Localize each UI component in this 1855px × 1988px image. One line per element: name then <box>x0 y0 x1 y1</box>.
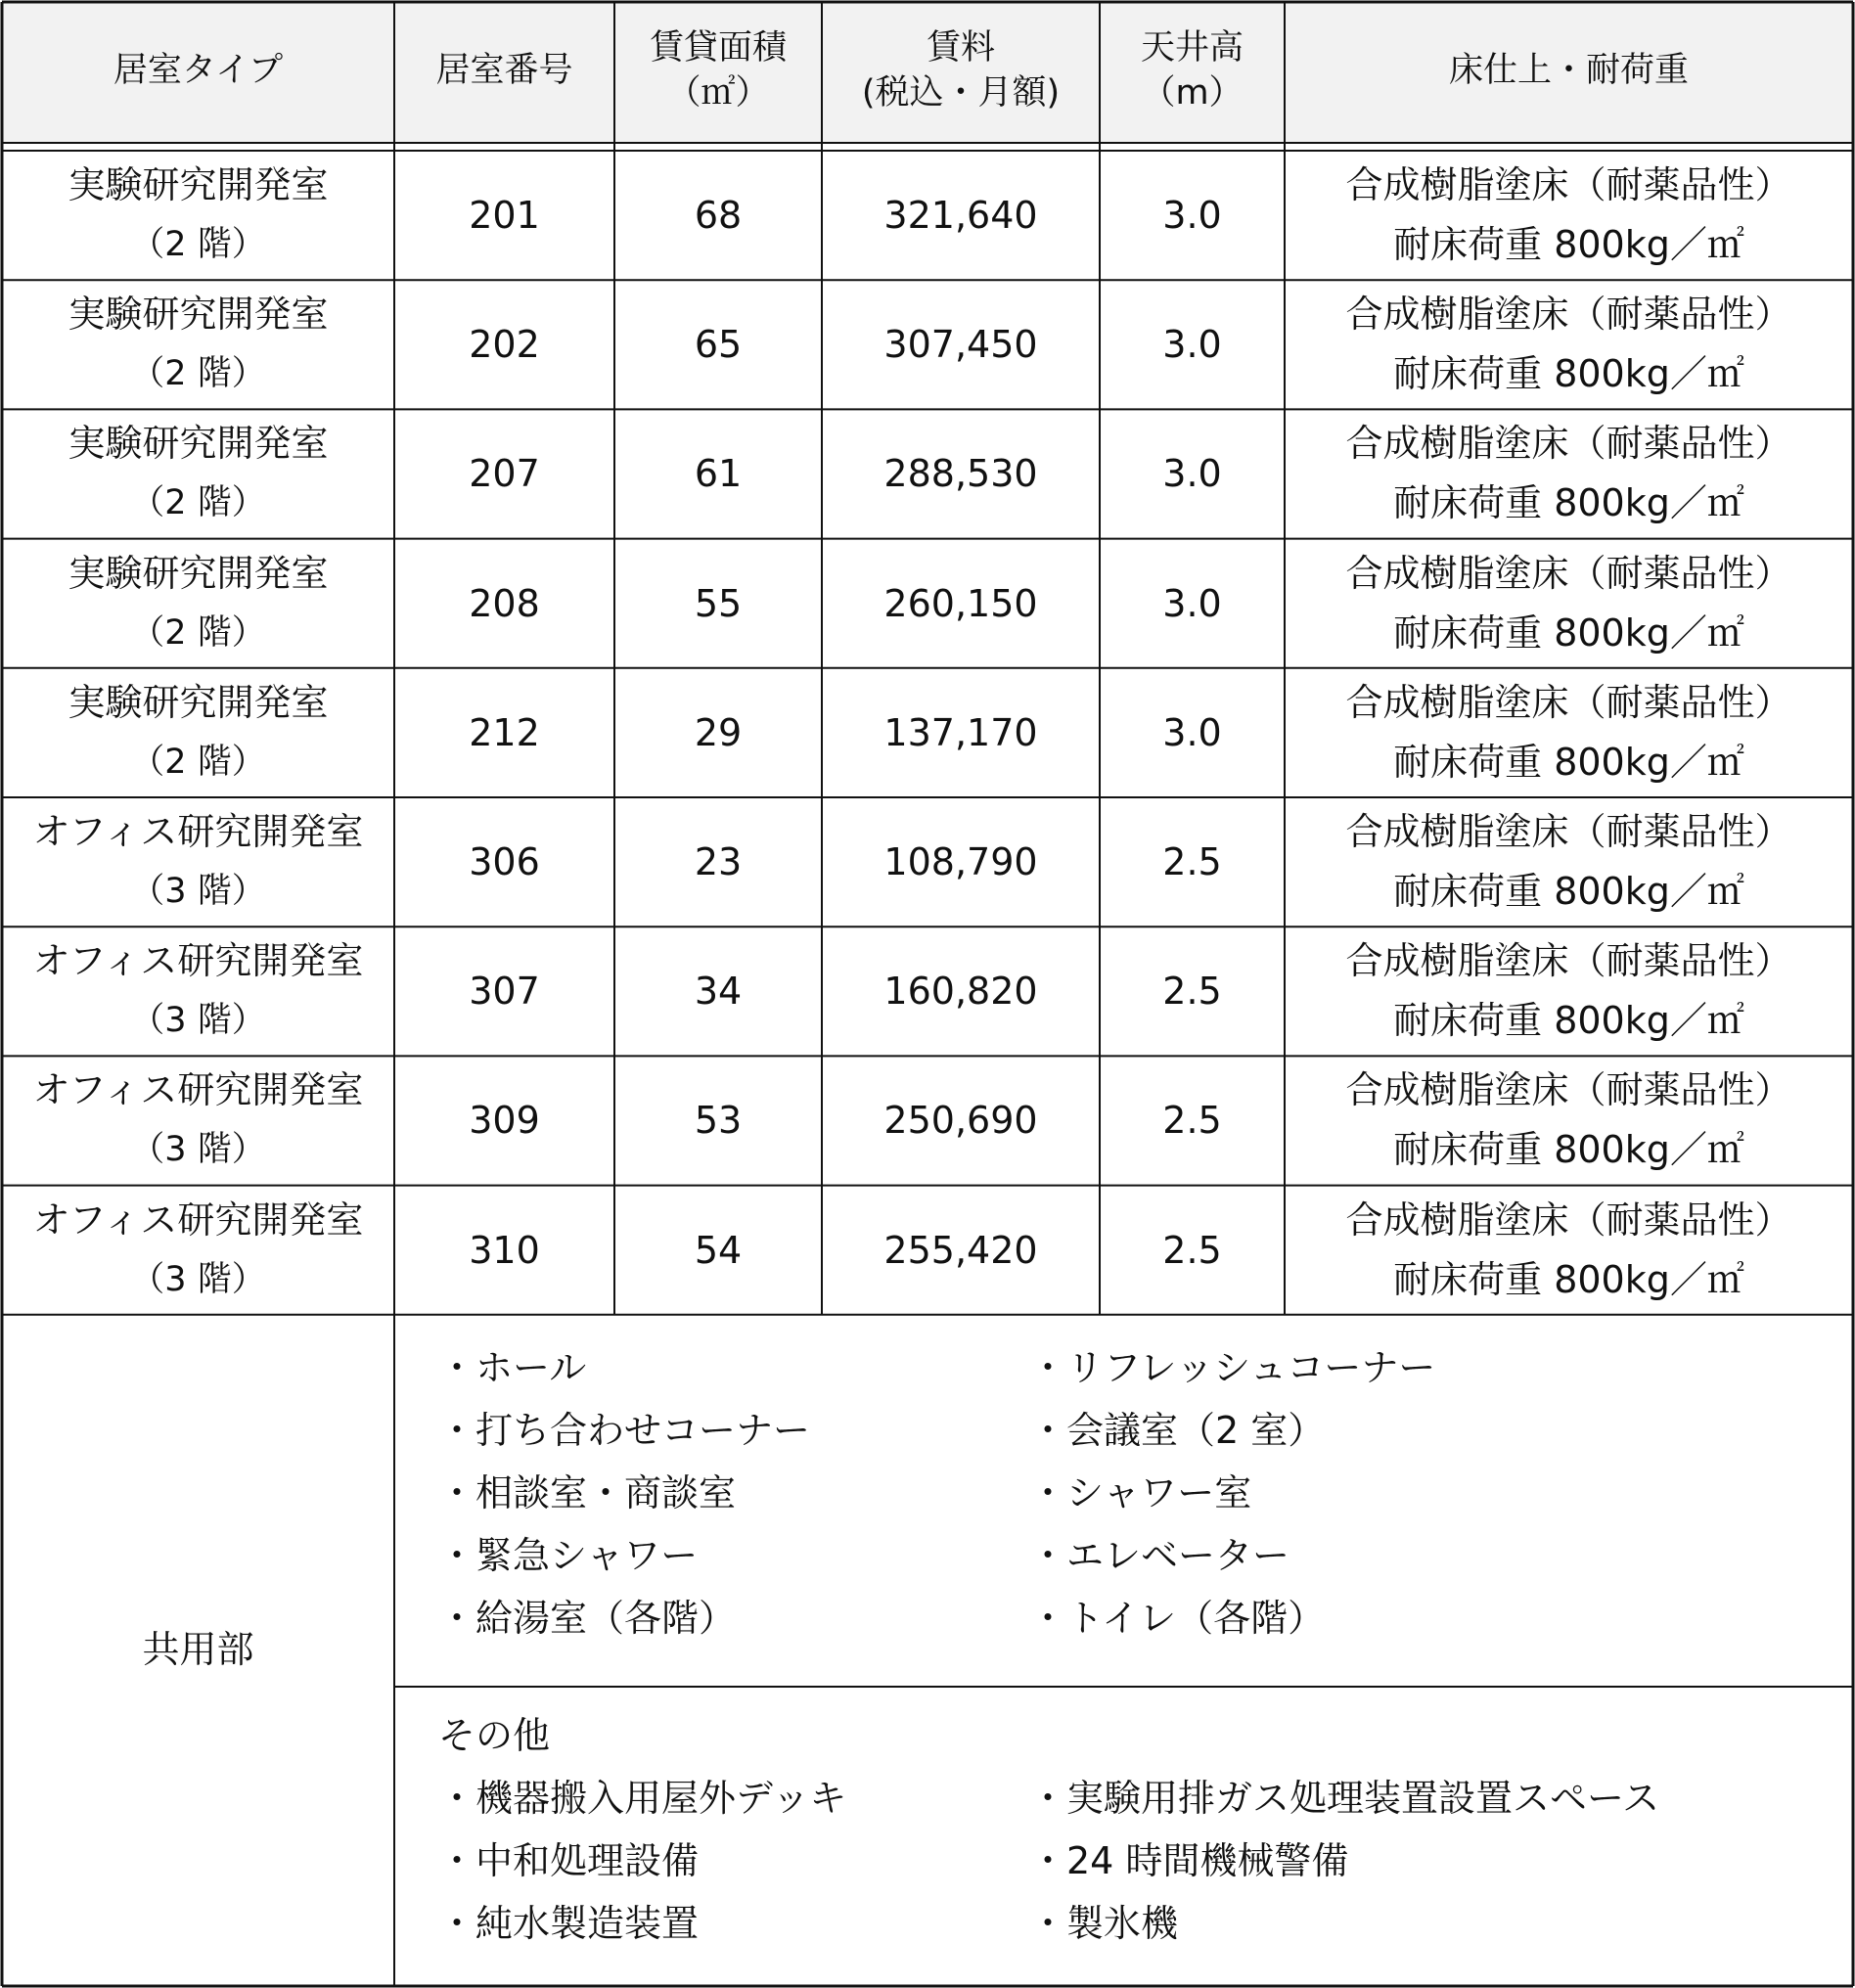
room-type-floor: （3 階） <box>130 1130 266 1170</box>
room-type-name: 実験研究開発室 <box>68 680 329 724</box>
facilities-left-item: ・緊急シャワー <box>438 1534 699 1577</box>
room-number: 309 <box>469 1099 540 1143</box>
ceiling-cell <box>1100 151 1285 280</box>
floor-finish-cell <box>1285 926 1853 1056</box>
area-value: 34 <box>694 970 743 1014</box>
floor-load: 耐床荷重 800kg／㎡ <box>1393 481 1744 525</box>
ceiling-value: 3.0 <box>1162 323 1222 367</box>
header-floor <box>1285 2 1853 139</box>
floor-load: 耐床荷重 800kg／㎡ <box>1393 1257 1744 1301</box>
header-room-number-line: 居室番号 <box>435 51 573 90</box>
header-rent-line: 賃料 <box>926 28 995 68</box>
area-cell <box>614 926 822 1056</box>
ceiling-value: 3.0 <box>1162 581 1222 625</box>
ceiling-value: 3.0 <box>1162 452 1222 496</box>
room-type-floor: （2 階） <box>130 742 266 782</box>
area-value: 68 <box>694 194 743 238</box>
header-ceiling-line: 天井高 <box>1140 28 1244 68</box>
rent-cell <box>822 409 1100 538</box>
room-number-cell <box>394 280 614 409</box>
area-cell <box>614 1056 822 1185</box>
common-label: 共用部 <box>142 1628 254 1672</box>
floor-load: 耐床荷重 800kg／㎡ <box>1393 223 1744 267</box>
floor-finish: 合成樹脂塗床（耐薬品性） <box>1345 551 1792 595</box>
room-number-cell <box>394 797 614 926</box>
facilities-left-item: ・打ち合わせコーナー <box>438 1409 811 1452</box>
area-cell <box>614 668 822 797</box>
floor-finish-cell <box>1285 280 1853 409</box>
area-cell <box>614 280 822 409</box>
room-type-name: 実験研究開発室 <box>68 422 329 466</box>
area-value: 29 <box>694 710 743 754</box>
ceiling-cell <box>1100 797 1285 926</box>
ceiling-cell <box>1100 280 1285 409</box>
floor-finish-cell <box>1285 409 1853 538</box>
room-type-name: オフィス研究開発室 <box>32 810 364 854</box>
other-right <box>1029 1767 1659 1955</box>
header-rent-line: (税込・月額) <box>861 73 1061 113</box>
floor-finish-cell <box>1285 1186 1853 1315</box>
facilities-right-item: ・シャワー室 <box>1029 1471 1252 1514</box>
floor-load: 耐床荷重 800kg／㎡ <box>1393 740 1744 784</box>
room-number: 202 <box>469 323 540 367</box>
room-number-cell <box>394 1186 614 1315</box>
rent-cell <box>822 1186 1100 1315</box>
room-type-cell <box>2 409 394 538</box>
area-value: 55 <box>694 581 743 625</box>
floor-load: 耐床荷重 800kg／㎡ <box>1393 999 1744 1043</box>
floor-load: 耐床荷重 800kg／㎡ <box>1393 610 1744 655</box>
floor-finish: 合成樹脂塗床（耐薬品性） <box>1345 680 1792 724</box>
room-type-name: 実験研究開発室 <box>68 293 329 337</box>
header-area <box>614 2 822 139</box>
rent-value: 137,170 <box>883 710 1038 754</box>
room-type-cell <box>2 1056 394 1185</box>
other-left-item: ・中和処理設備 <box>438 1839 700 1882</box>
floor-finish: 合成樹脂塗床（耐薬品性） <box>1345 293 1792 337</box>
ceiling-cell <box>1100 926 1285 1056</box>
room-type-floor: （2 階） <box>130 483 266 523</box>
other-left-item: ・純水製造装置 <box>438 1902 700 1945</box>
floor-finish: 合成樹脂塗床（耐薬品性） <box>1345 1197 1792 1242</box>
floor-finish: 合成樹脂塗床（耐薬品性） <box>1345 163 1792 207</box>
rent-cell <box>822 151 1100 280</box>
rent-cell <box>822 926 1100 1056</box>
room-type-name: オフィス研究開発室 <box>32 1068 364 1112</box>
room-type-cell <box>2 151 394 280</box>
area-value: 65 <box>694 323 743 367</box>
other-right-item: ・実験用排ガス処理装置設置スペース <box>1029 1777 1660 1820</box>
facilities-left <box>438 1336 810 1649</box>
ceiling-value: 2.5 <box>1162 840 1222 884</box>
ceiling-value: 2.5 <box>1162 970 1222 1014</box>
room-number-cell <box>394 668 614 797</box>
other-right-item: ・製氷機 <box>1029 1902 1179 1945</box>
header-floor-line: 床仕上・耐荷重 <box>1448 51 1689 90</box>
floor-finish-cell <box>1285 797 1853 926</box>
header-ceiling <box>1100 2 1285 139</box>
room-type-floor: （3 階） <box>130 872 266 912</box>
rent-value: 108,790 <box>883 840 1038 884</box>
header-room-type-line: 居室タイプ <box>113 51 284 90</box>
rent-cell <box>822 1056 1100 1185</box>
area-cell <box>614 409 822 538</box>
floor-finish: 合成樹脂塗床（耐薬品性） <box>1345 810 1792 854</box>
facilities-right <box>1029 1336 1435 1649</box>
header-area-line: （㎡） <box>666 73 770 113</box>
room-type-cell <box>2 668 394 797</box>
room-type-floor: （3 階） <box>130 1259 266 1299</box>
room-type-floor: （2 階） <box>130 354 266 394</box>
area-cell <box>614 797 822 926</box>
room-number: 201 <box>469 194 540 238</box>
rent-cell <box>822 539 1100 668</box>
room-type-cell <box>2 1186 394 1315</box>
room-number: 307 <box>469 970 540 1014</box>
other-right-item: ・24 時間機械警備 <box>1029 1839 1349 1882</box>
ceiling-value: 2.5 <box>1162 1228 1222 1272</box>
room-type-cell <box>2 280 394 409</box>
rent-value: 321,640 <box>883 194 1038 238</box>
facilities-right-item: ・トイレ（各階） <box>1029 1597 1326 1640</box>
area-value: 53 <box>694 1099 743 1143</box>
header-area-line: 賃貸面積 <box>649 28 787 68</box>
ceiling-cell <box>1100 539 1285 668</box>
ceiling-value: 2.5 <box>1162 1099 1222 1143</box>
area-value: 54 <box>694 1228 743 1272</box>
rent-cell <box>822 280 1100 409</box>
ceiling-cell <box>1100 668 1285 797</box>
common-label-cell <box>2 1315 394 1986</box>
area-value: 23 <box>694 840 743 884</box>
room-type-floor: （2 階） <box>130 612 266 653</box>
room-type-floor: （3 階） <box>130 1001 266 1041</box>
room-number: 208 <box>469 581 540 625</box>
floor-finish: 合成樹脂塗床（耐薬品性） <box>1345 939 1792 983</box>
header-ceiling-line: （m） <box>1141 73 1244 113</box>
facilities-left-item: ・給湯室（各階） <box>438 1597 737 1640</box>
room-type-name: 実験研究開発室 <box>68 163 329 207</box>
area-value: 61 <box>694 452 743 496</box>
room-type-floor: （2 階） <box>130 225 266 265</box>
floor-finish: 合成樹脂塗床（耐薬品性） <box>1345 422 1792 466</box>
area-cell <box>614 151 822 280</box>
floor-load: 耐床荷重 800kg／㎡ <box>1393 1128 1744 1172</box>
room-number-cell <box>394 926 614 1056</box>
room-type-name: 実験研究開発室 <box>68 551 329 595</box>
room-type-cell <box>2 797 394 926</box>
room-number: 310 <box>469 1228 540 1272</box>
rent-value: 288,530 <box>883 452 1038 496</box>
facilities-left-item: ・ホール <box>438 1346 587 1389</box>
other-left-item: ・機器搬入用屋外デッキ <box>438 1777 847 1820</box>
room-number-cell <box>394 1056 614 1185</box>
facilities-right-item: ・リフレッシュコーナー <box>1029 1346 1436 1389</box>
ceiling-value: 3.0 <box>1162 194 1222 238</box>
rent-value: 260,150 <box>883 581 1038 625</box>
floor-finish-cell <box>1285 539 1853 668</box>
header-rent <box>822 2 1100 139</box>
rent-cell <box>822 668 1100 797</box>
area-cell <box>614 1186 822 1315</box>
area-cell <box>614 539 822 668</box>
room-type-cell <box>2 926 394 1056</box>
floor-finish: 合成樹脂塗床（耐薬品性） <box>1345 1068 1792 1112</box>
other-left <box>438 1767 846 1955</box>
floor-finish-cell <box>1285 151 1853 280</box>
floor-finish-cell <box>1285 1056 1853 1185</box>
ceiling-cell <box>1100 1056 1285 1185</box>
room-number-cell <box>394 151 614 280</box>
rent-cell <box>822 797 1100 926</box>
rent-value: 250,690 <box>883 1099 1038 1143</box>
rent-value: 160,820 <box>883 970 1038 1014</box>
facilities-right-item: ・エレベーター <box>1029 1534 1290 1577</box>
room-type-name: オフィス研究開発室 <box>32 1197 364 1242</box>
floor-load: 耐床荷重 800kg／㎡ <box>1393 870 1744 914</box>
room-number: 212 <box>469 710 540 754</box>
header-room-type <box>2 2 394 139</box>
room-type-cell <box>2 539 394 668</box>
facilities-left-item: ・相談室・商談室 <box>438 1471 737 1514</box>
room-number-cell <box>394 409 614 538</box>
room-number: 306 <box>469 840 540 884</box>
ceiling-value: 3.0 <box>1162 710 1222 754</box>
floor-finish-cell <box>1285 668 1853 797</box>
header-room-number <box>394 2 614 139</box>
room-number-cell <box>394 539 614 668</box>
room-type-name: オフィス研究開発室 <box>32 939 364 983</box>
other-title: その他 <box>438 1714 551 1757</box>
ceiling-cell <box>1100 1186 1285 1315</box>
floor-load: 耐床荷重 800kg／㎡ <box>1393 352 1744 396</box>
ceiling-cell <box>1100 409 1285 538</box>
room-number: 207 <box>469 452 540 496</box>
rent-value: 307,450 <box>883 323 1038 367</box>
facilities-right-item: ・会議室（2 室） <box>1029 1409 1326 1452</box>
rent-value: 255,420 <box>883 1228 1038 1272</box>
